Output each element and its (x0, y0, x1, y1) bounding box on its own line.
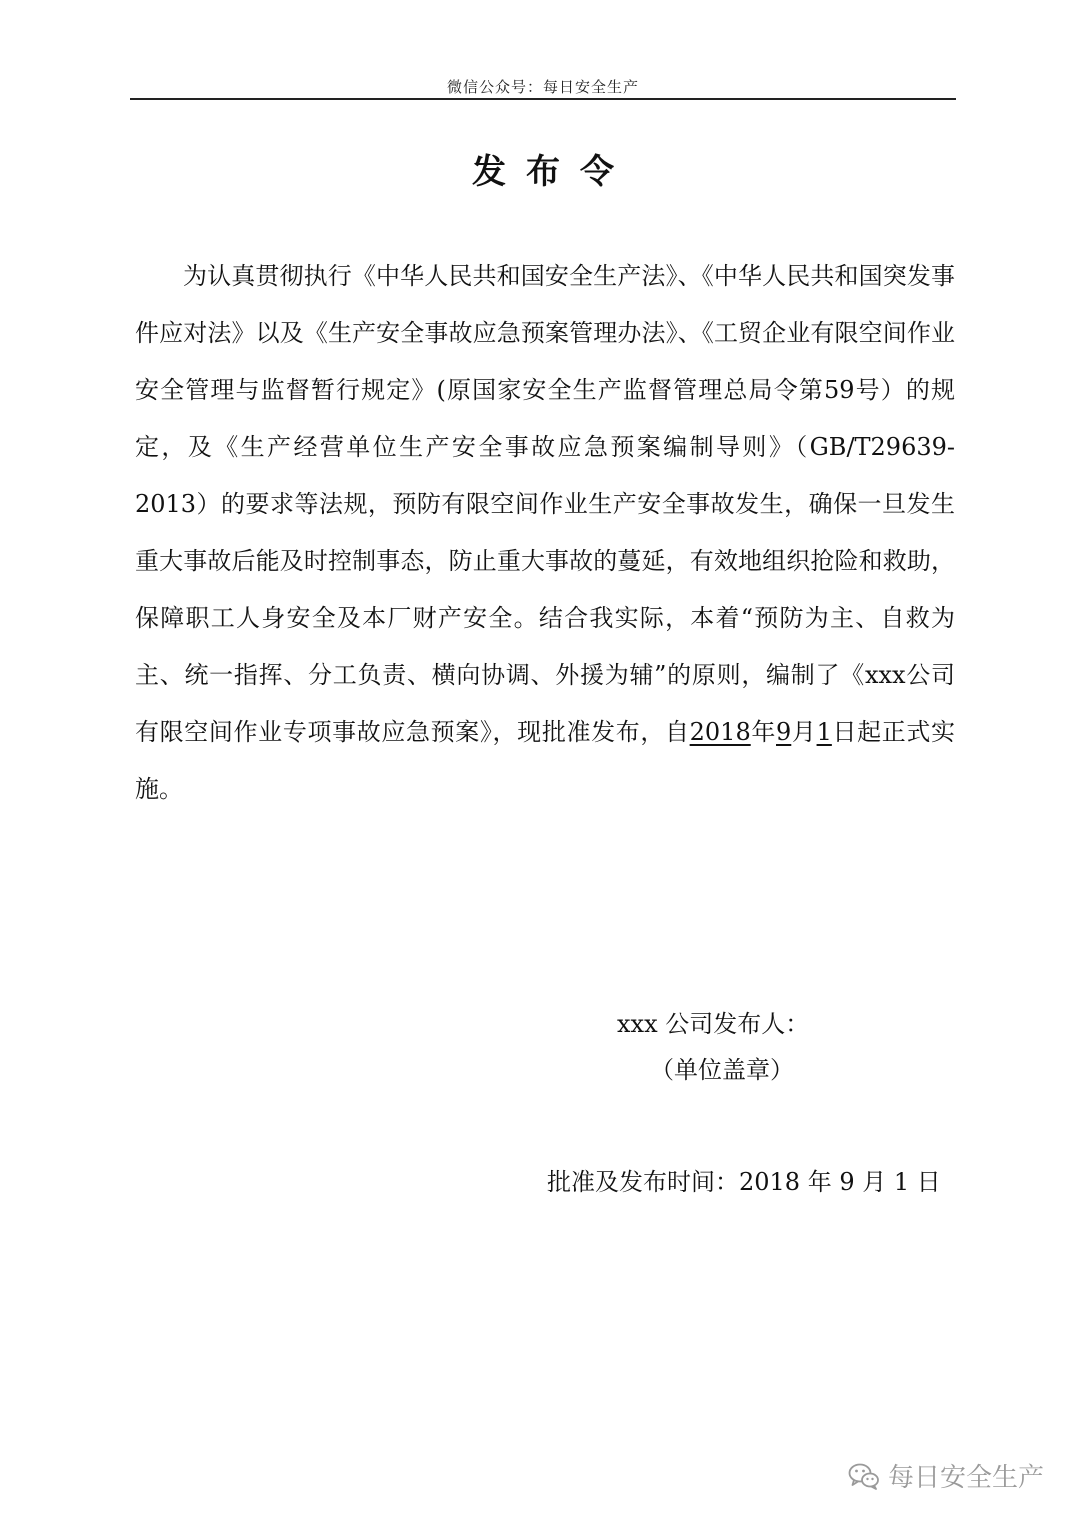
seal-line: （单位盖章） (650, 1056, 794, 1084)
effective-month: 9 (776, 718, 792, 746)
year-unit: 年 (750, 718, 776, 746)
body-paragraph (135, 248, 955, 818)
watermark (848, 1457, 1044, 1494)
body-text-part1: 为认真贯彻执行《中华人民共和国安全生产法》、《中华人民共和国突发事件应对法》以及《生产安全事故应急预案管理办法》、《工贸企业有限空间作业安全管理与监督暂行规定》(原国家安全生产监督管理总局令第59号）的规定，及《生产经营单位生产安全事故应急预案编制导则》（GB/T29639-2013）的要求等法规，预防有限空间作业生产安全事故发生，确保一旦发生重大事故后能及时控制事态，防止重大事故的蔓延，有效地组织抢险和救助，保障职工人身安全及本厂财产安全。结合我实际，本着“预防为主、自救为主、统一指挥、分工负责、横向协调、外援为辅”的原则，编制了《xxx公司有限空间作业专项事故应急预案》，现批准发布，自 (135, 262, 955, 746)
watermark-text: 每日安全生产 (887, 1463, 1044, 1493)
header-text: 微信公众号：每日安全生产 (446, 78, 639, 96)
document-title: 发布令 (472, 152, 634, 192)
effective-day: 1 (816, 718, 832, 746)
month-unit: 月 (791, 718, 817, 746)
approval-date: 批准及发布时间：2018 年 9 月 1 日 (547, 1168, 941, 1196)
wechat-icon (848, 1462, 880, 1490)
effective-year: 2018 (689, 718, 751, 746)
body-text-part2: 日起正式实施。 (135, 718, 956, 803)
signer-line: xxx 公司发布人： (617, 1010, 810, 1038)
header-divider (130, 98, 956, 100)
